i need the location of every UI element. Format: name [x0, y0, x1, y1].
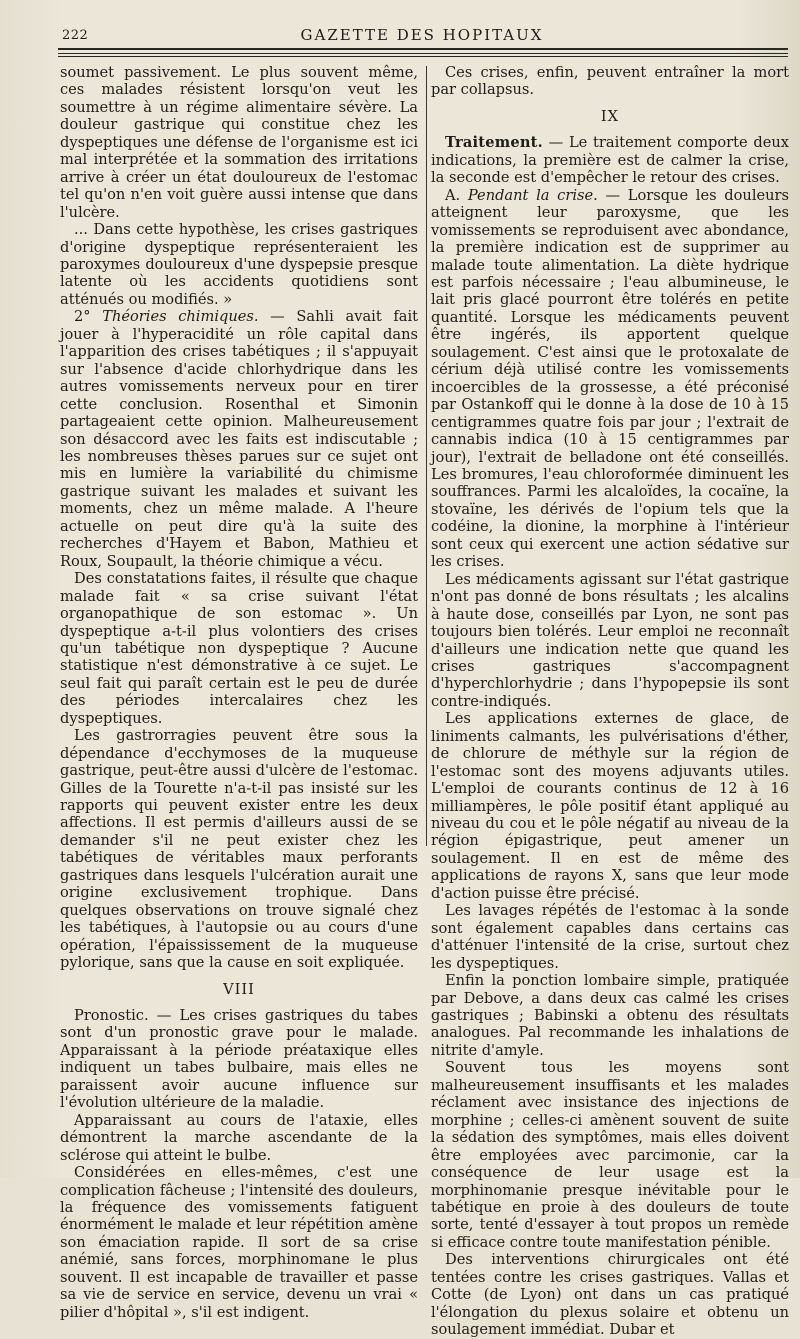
paragraph: Des interventions chirurgicales ont été tentées contre les crises gastriques. Vallas et Cotte (de Lyon) ont dans un cas pratiqué l'élongation du plexus solaire et obtenu un soulagement immédiat. Dubar et: [431, 1251, 789, 1339]
section-subtitle: Théories chimiques.: [102, 308, 259, 326]
right-column: [431, 64, 789, 1339]
paragraph-label: A.: [445, 186, 468, 204]
section-subtitle: Pendant la crise.: [467, 186, 598, 204]
paragraph: Des constatations faites, il résulte que chaque malade fait « sa crise suivant l'état organopathique de son estomac ». Un dyspeptique a-t-il plus volontiers des crises qu'un tabétique non dyspeptique ? Aucune statistique n'est démonstrative à ce sujet. Le seul fait qui paraît certain est le peu de durée des périodes intercalaires chez les dyspeptiques.: [60, 570, 418, 727]
left-column: [60, 64, 418, 1321]
paragraph: Ces crises, enfin, peuvent entraîner la mort par collapsus.: [431, 64, 789, 99]
page-number: 222: [62, 28, 89, 43]
paragraph: [431, 134, 789, 186]
paragraph: Les gastrorragies peuvent être sous la dépendance d'ecchymoses de la muqueuse gastrique, peut-être aussi d'ulcère de l'estomac. Gilles de la Tourette n'a-t-il pas insisté sur les rapports qui peuvent exister entre les deux affections. Il est permis d'ailleurs aussi de se demander s'il ne peut exister chez les tabétiques de véritables maux perforants gastriques dans lesquels l'ulcération aurait une origine exclusivement trophique. Dans quelques observations on trouve signalé chez les tabétiques, à l'autopsie ou au cours d'une opération, l'épaississement de la muqueuse pylorique, sans que la cause en soit expliquée.: [60, 727, 418, 972]
paragraph-label: 2°: [74, 308, 103, 326]
paragraph: [60, 1007, 418, 1112]
page-header: [58, 24, 786, 44]
section-heading: IX: [600, 107, 620, 125]
column-divider: [426, 66, 427, 846]
paragraph: [431, 187, 789, 571]
paragraph: Apparaissant au cours de l'ataxie, elles démontrent la marche ascendante de la sclérose qui atteint le bulbe.: [60, 1111, 418, 1164]
paragraph-text: — Sahli avait fait jouer à l'hyperacidité un rôle capital dans l'apparition des crises tabétiques ; il s'appuyait sur l'absence d'acide chlorhydrique dans les autres vomissements nerveux pour en tirer cette conclusion. Rosenthal et Simonin partageaient cette opinion. Malheureusement son désaccord avec les faits est indiscutable ; les nombreuses thèses parues sur ce sujet ont mis en lumière la variabilité du chimisme gastrique suivant les malades et suivant les moments, chez un même malade. A l'heure actuelle on peut dire qu'à la suite des recherches d'Hayem et Babon, Mathieu et Roux, Soupault, la théorie chimique a vécu.: [60, 308, 418, 570]
header-rule: [58, 53, 788, 54]
paragraph: Les lavages répétés de l'estomac à la sonde sont également capables dans certains cas d'atténuer l'intensité de la crise, surtout chez les dyspeptiques.: [431, 902, 789, 972]
paragraph: soumet passivement. Le plus souvent même, ces malades résistent lorsqu'on veut les soumettre à un régime alimentaire sévère. La douleur gastrique qui constitue chez les dyspeptiques une défense de l'organisme est ici mal interprétée et la sommation des irritations arrive à créer un état douloureux de l'estomac tel qu'on n'en voit guère aussi intense que dans l'ulcère.: [60, 64, 418, 221]
paragraph: Enfin la ponction lombaire simple, pratiquée par Debove, a dans deux cas calmé les crises gastriques ; Babinski a obtenu des résultats analogues. Pal recommande les inhalations de nitrite d'amyle.: [431, 972, 789, 1059]
paragraph-text: — Le traitement comporte deux indications, la première est de calmer la crise, la seconde est d'empêcher le retour des crises.: [431, 134, 789, 187]
running-title: GAZETTE DES HOPITAUX: [300, 26, 544, 44]
paragraph: Considérées en elles-mêmes, c'est une complication fâcheuse ; l'intensité des douleurs, la fréquence des vomissements fatiguent énormément le malade et leur répétition amène son émaciation rapide. Il sort de sa crise anémié, sans forces, morphinomane le plus souvent. Il est incapable de travailler et passe sa vie de service en service, devenu un vrai « pilier d'hôpital », s'il est indigent.: [60, 1164, 418, 1321]
header-rule: [58, 48, 788, 50]
section-title: Pronostic.: [74, 1007, 149, 1025]
paragraph: Les applications externes de glace, de liniments calmants, les pulvérisations d'éther, de chlorure de méthyle sur la région de l'estomac sont des moyens adjuvants utiles. L'emploi de courants continus de 12 à 16 milliampères, le pôle positif étant appliqué au niveau du cou et le pôle négatif au niveau de la région épigastrique, peut amener un soulagement. Il en est de même des applications de rayons X, sans que leur mode d'action puisse être précisé.: [431, 710, 789, 902]
header-rule: [58, 56, 788, 57]
paragraph: Souvent tous les moyens sont malheureusement insuffisants et les malades réclament avec insistance des injections de morphine ; celles-ci amènent souvent de suite la sédation des symptômes, mais elles doivent être employées avec parcimonie, car la conséquence de leur usage est la morphinomanie presque inévitable pour le tabétique en proie à des douleurs de toute sorte, tenté d'essayer à tout propos un remède si efficace contre toute manifestation pénible.: [431, 1059, 789, 1251]
paragraph: Les médicaments agissant sur l'état gastrique n'ont pas donné de bons résultats ; les alcalins à haute dose, conseillés par Lyon, ne sont pas toujours bien tolérés. Leur emploi ne reconnaît d'ailleurs une indication nette que quand les crises gastriques s'accompagnent d'hyperchlorhydrie ; dans l'hypopepsie ils sont contre-indiqués.: [431, 570, 789, 710]
paragraph-text: — Les crises gastriques du tabes sont d'un pronostic grave pour le malade. Apparaissant à la période préataxique elles indiquent un tabes bulbaire, mais elles ne paraissent avoir aucune influence sur l'évolution ultérieure de la maladie.: [60, 1007, 418, 1112]
paragraph: ... Dans cette hypothèse, les crises gastriques d'origine dyspeptique représenteraient les paroxymes douloureux d'une dyspepsie presque latente où les accidents quotidiens sont atténués ou modifiés. »: [60, 221, 418, 308]
paragraph: [60, 308, 418, 570]
section-heading: VIII: [223, 980, 255, 998]
section-title: Traitement.: [445, 134, 543, 152]
paragraph-text: — Lorsque les douleurs atteignent leur paroxysme, que les vomissements se reproduisent avec abondance, la première indication est de supprimer au malade toute alimentation. La diète hydrique est parfois nécessaire ; l'eau albumineuse, le lait pris glacé pourront être tolérés en petite quantité. Lorsque les médicaments peuvent être ingérés, ils apportent quelque soulagement. C'est ainsi que le protoxalate de cérium déjà utilisé contre les vomissements incoercibles de la grossesse, a été préconisé par Ostankoff qui le donne à la dose de 10 à 15 centigrammes quatre fois par jour ; l'extrait de cannabis indica (10 à 15 centigrammes par jour), l'extrait de belladone ont été conseillés. Les bromures, l'eau chloroformée diminuent les souffrances. Parmi les alcaloïdes, la cocaïne, la stovaïne, les dérivés de l'opium tels que la codéine, la dionine, la morphine à l'intérieur sont ceux qui exercent une action sédative sur les crises.: [431, 186, 789, 571]
